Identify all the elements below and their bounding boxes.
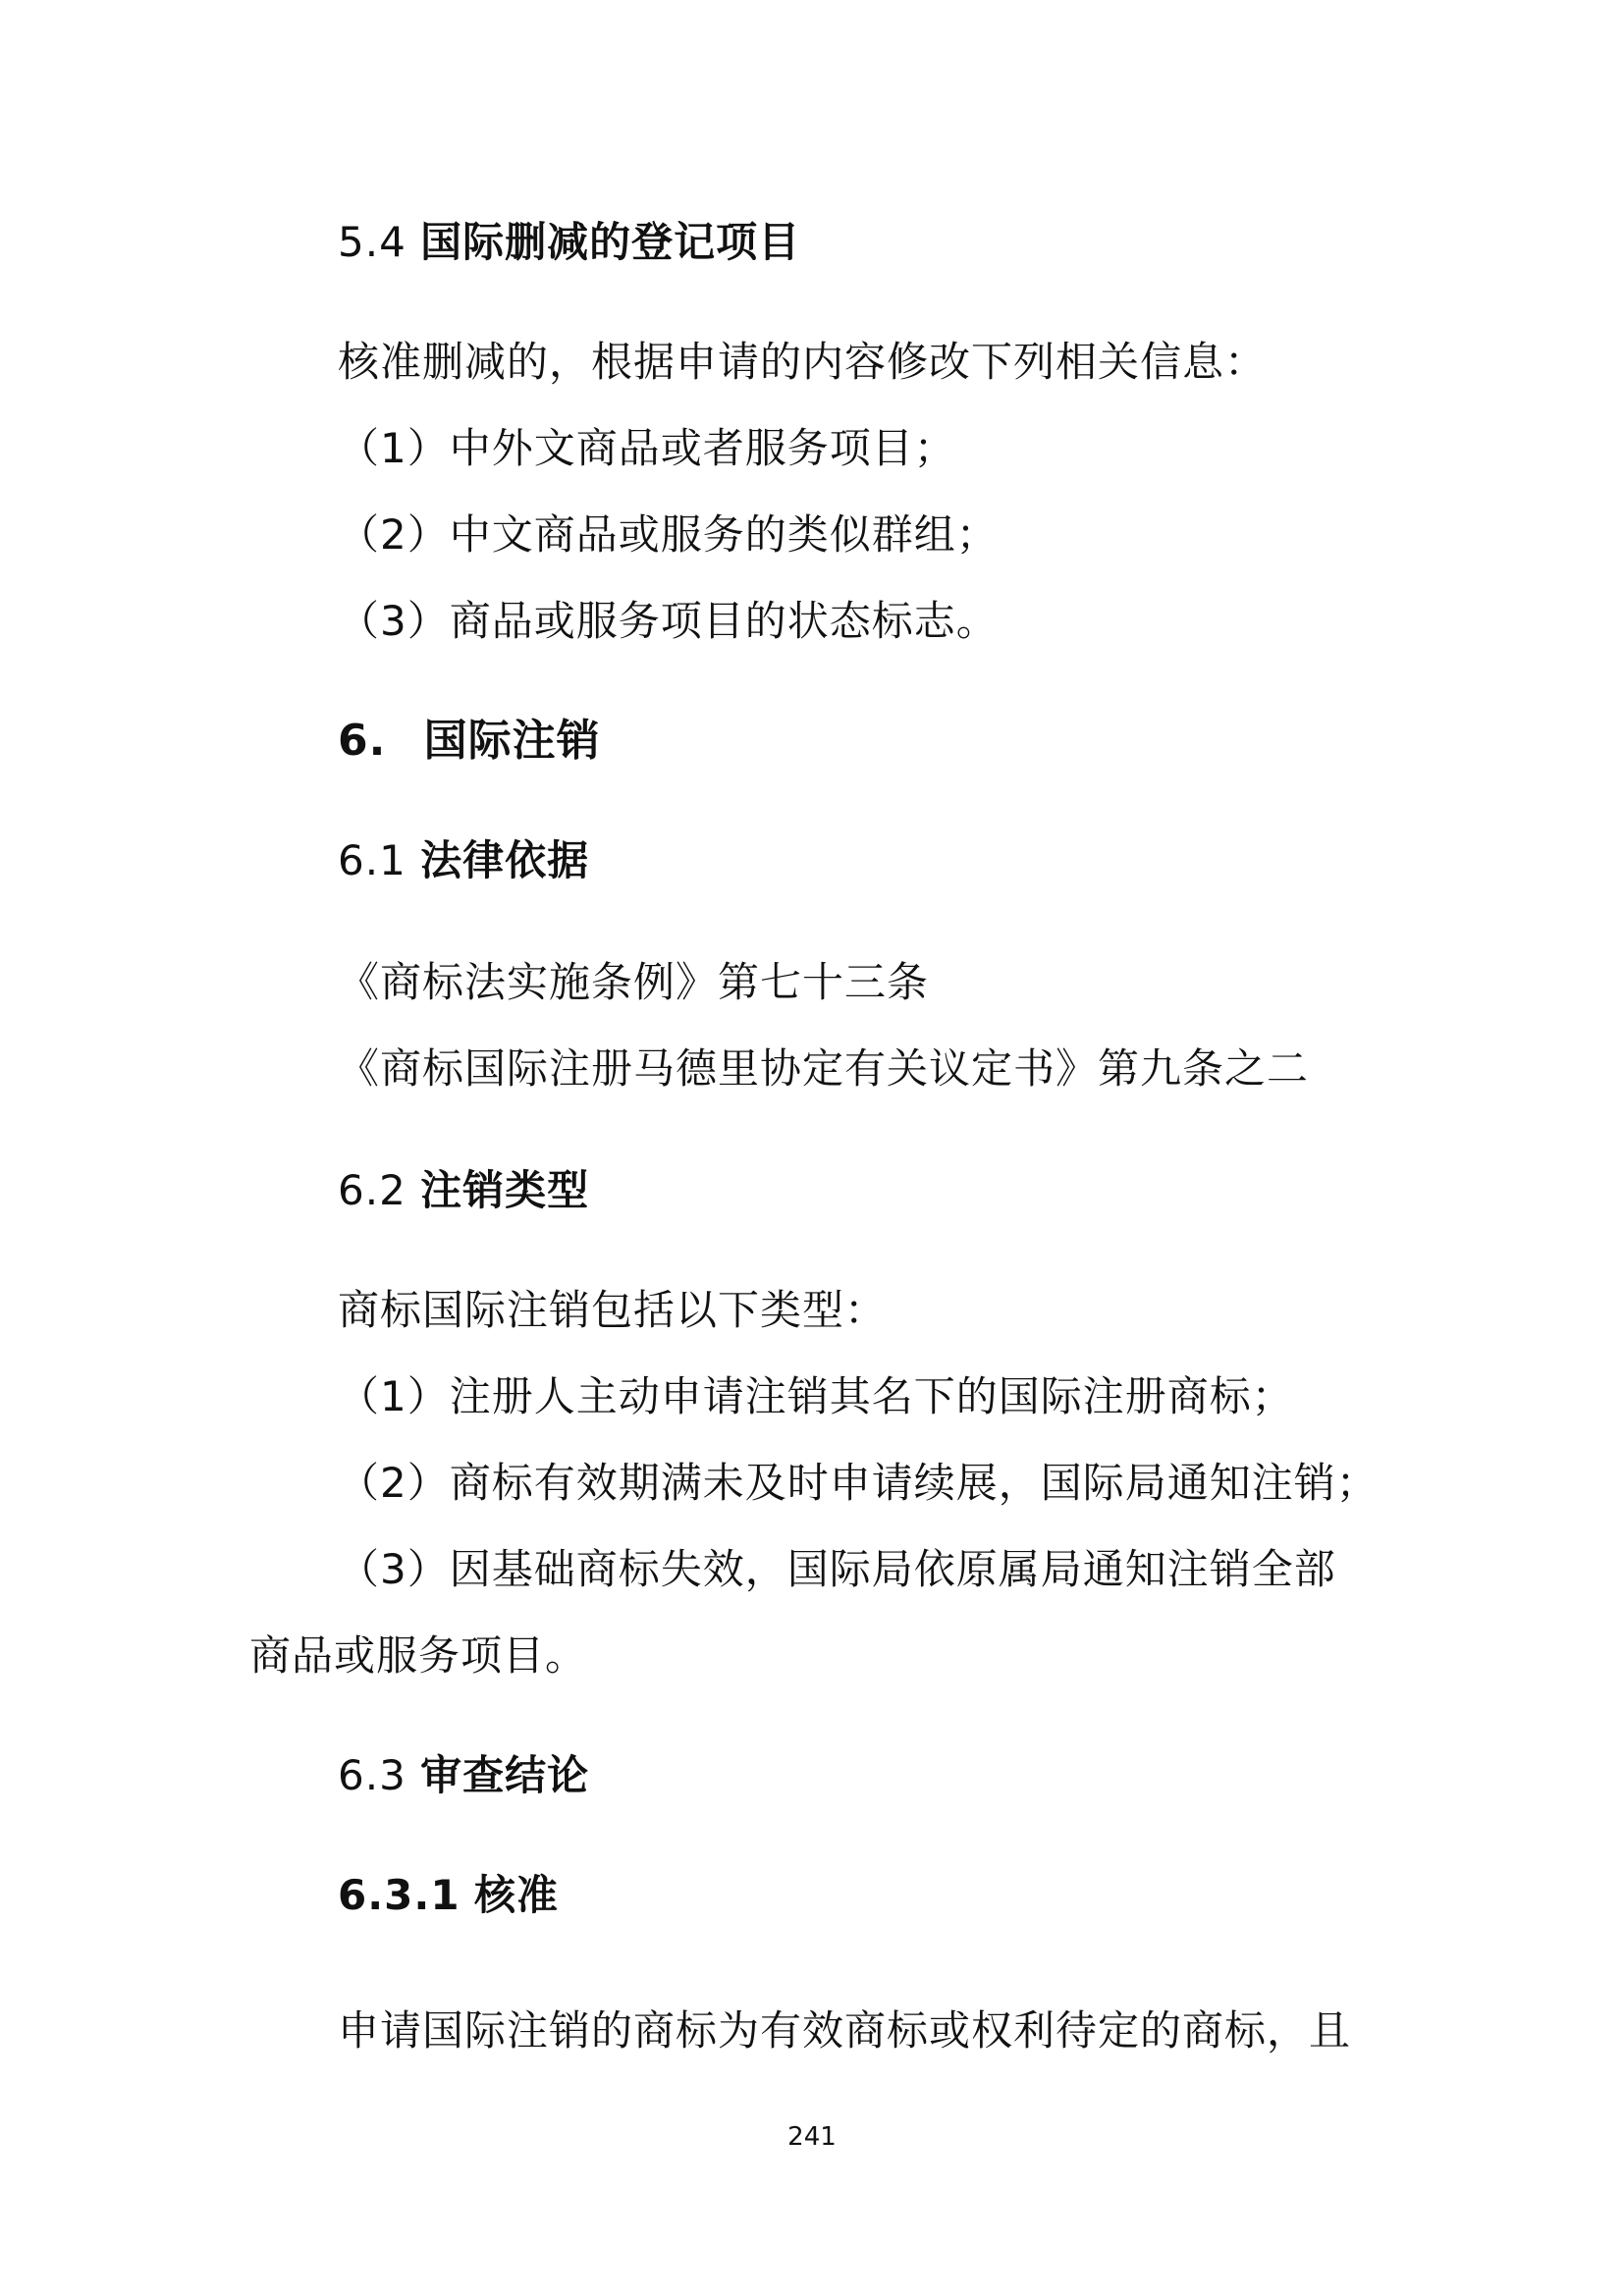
list-item: （2）商标有效期满未及时申请续展，国际局通知注销； — [338, 1459, 1379, 1507]
section-title: 注销类型 — [420, 1166, 590, 1214]
section-number: 6.2 — [338, 1166, 406, 1214]
section-title: 审查结论 — [420, 1751, 590, 1799]
legal-basis-item: 《商标法实施条例》第七十三条 — [338, 958, 930, 1006]
section-title: 法律依据 — [420, 836, 590, 884]
paragraph-6-3-1: 申请国际注销的商标为有效商标或权利待定的商标，且 — [338, 2006, 1352, 2055]
section-number: 6. — [338, 716, 387, 766]
section-number: 6.3 — [338, 1751, 406, 1799]
section-heading-6-3 — [338, 1751, 589, 1800]
section-title: 国际删减的登记项目 — [420, 218, 801, 266]
paragraph-6-2-intro: 商标国际注销包括以下类型： — [338, 1286, 888, 1334]
paragraph-5-4-intro: 核准删减的，根据申请的内容修改下列相关信息： — [338, 338, 1268, 386]
list-item: （3）商品或服务项目的状态标志。 — [338, 597, 999, 645]
list-item: （2）中文商品或服务的类似群组； — [338, 510, 999, 559]
section-heading-6-1 — [338, 836, 589, 885]
section-title: 核准 — [473, 1871, 559, 1919]
section-heading-6 — [338, 717, 601, 766]
section-heading-5-4 — [338, 218, 800, 267]
list-item: （1）注册人主动申请注销其名下的国际注册商标； — [338, 1372, 1294, 1420]
section-number: 5.4 — [338, 218, 406, 266]
section-number: 6.3.1 — [338, 1871, 460, 1919]
section-heading-6-3-1 — [338, 1871, 559, 1920]
legal-basis-item: 《商标国际注册马德里协定有关议定书》第九条之二 — [338, 1044, 1310, 1093]
section-title: 国际注销 — [423, 716, 601, 766]
list-item-continuation: 商品或服务项目。 — [249, 1631, 588, 1680]
section-heading-6-2 — [338, 1166, 589, 1215]
list-item: （3）因基础商标失效，国际局依原属局通知注销全部 — [338, 1545, 1336, 1593]
list-item: （1）中外文商品或者服务项目； — [338, 424, 956, 472]
page-number: 241 — [787, 2122, 837, 2152]
section-number: 6.1 — [338, 836, 406, 884]
